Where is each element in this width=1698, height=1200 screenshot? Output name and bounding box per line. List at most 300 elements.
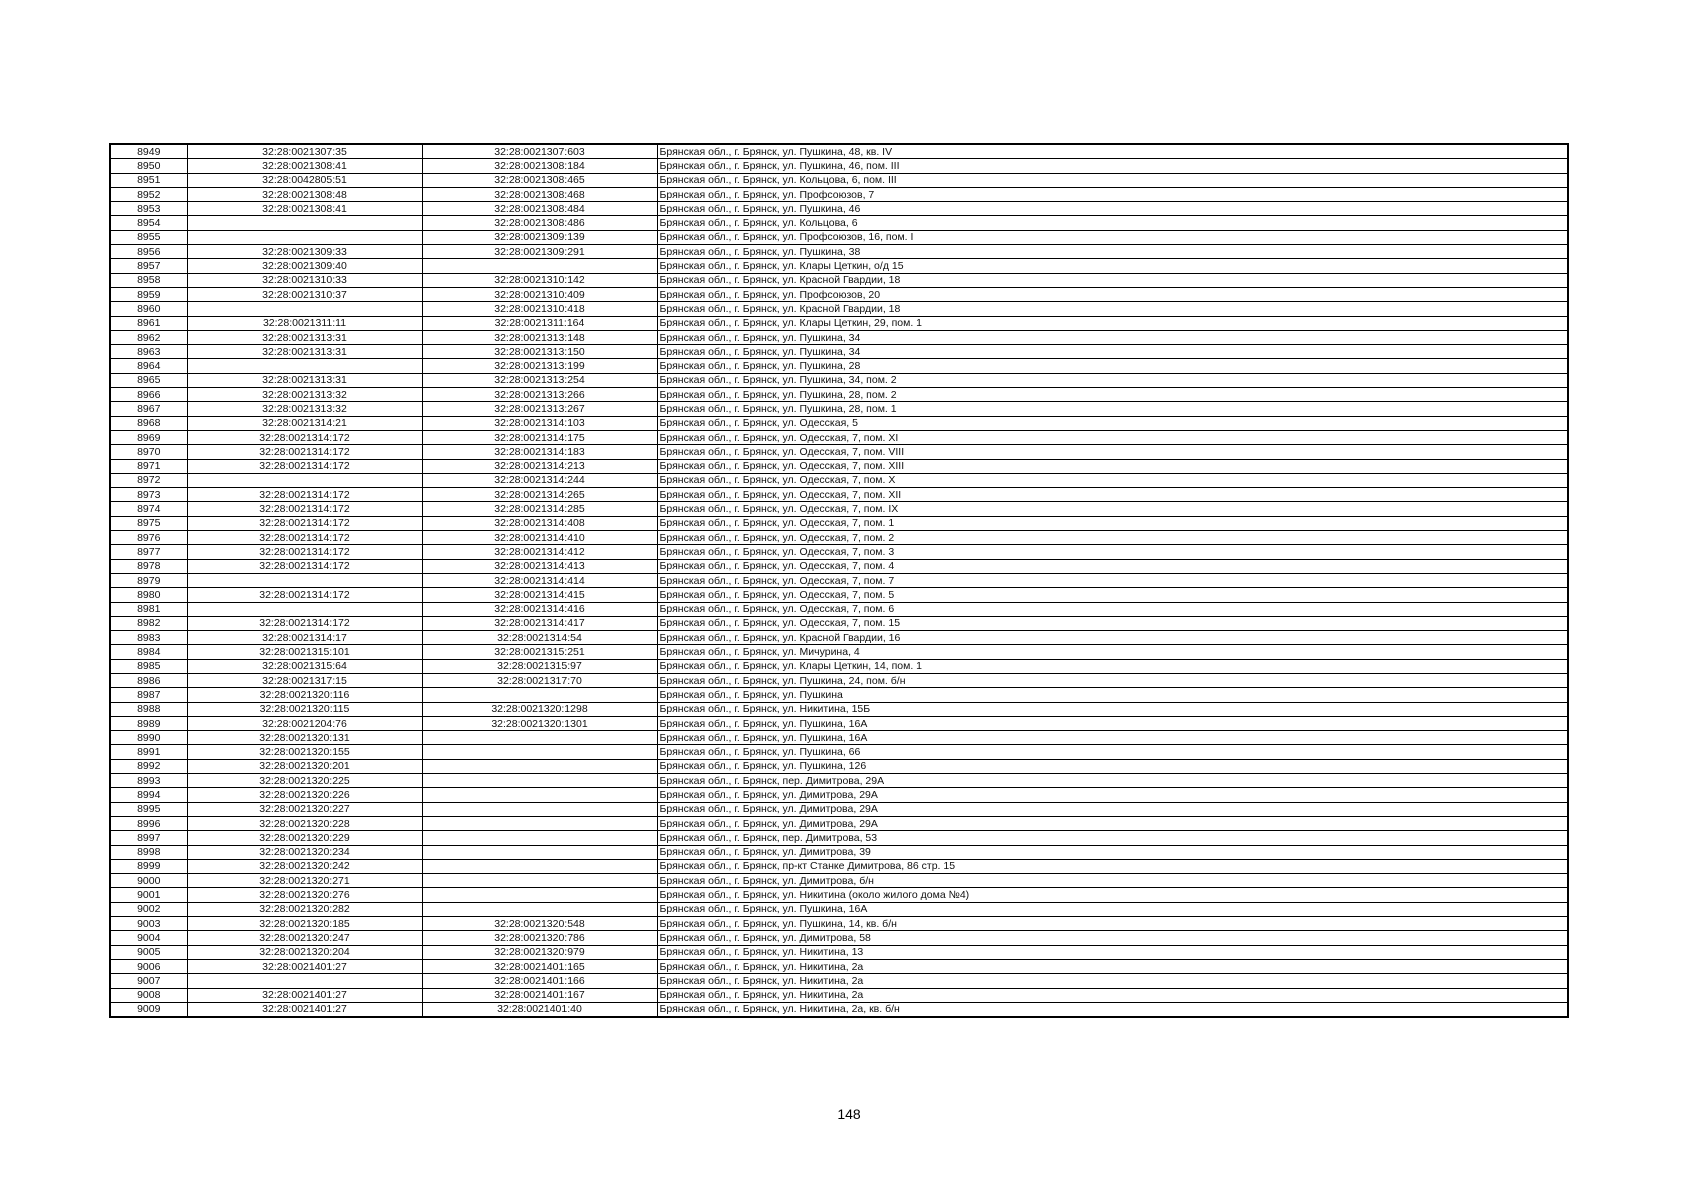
table-row <box>110 302 1568 316</box>
table-row <box>110 745 1568 759</box>
cell-address: Брянская обл., г. Брянск, ул. Пушкина, 46, пом. III <box>657 159 1568 173</box>
cell-address: Брянская обл., г. Брянск, ул. Пушкина, 16А <box>657 902 1568 916</box>
cell-row-number: 8973 <box>110 488 187 502</box>
cell-row-number: 8988 <box>110 702 187 716</box>
cell-object-cadastral-number: 32:28:0021310:409 <box>422 287 657 301</box>
cell-row-number: 8956 <box>110 245 187 259</box>
cell-parcel-cadastral-number: 32:28:0021320:226 <box>187 788 422 802</box>
table-row <box>110 373 1568 387</box>
cell-address: Брянская обл., г. Брянск, ул. Одесская, 7, пом. 7 <box>657 573 1568 587</box>
cell-object-cadastral-number <box>422 802 657 816</box>
cell-parcel-cadastral-number: 32:28:0021320:116 <box>187 688 422 702</box>
cell-parcel-cadastral-number: 32:28:0021314:172 <box>187 502 422 516</box>
table-row <box>110 874 1568 888</box>
cell-address: Брянская обл., г. Брянск, ул. Никитина, 13 <box>657 945 1568 959</box>
table-row <box>110 959 1568 973</box>
cell-object-cadastral-number: 32:28:0021314:416 <box>422 602 657 616</box>
cell-row-number: 8990 <box>110 731 187 745</box>
cell-object-cadastral-number: 32:28:0021314:413 <box>422 559 657 573</box>
cell-row-number: 8979 <box>110 573 187 587</box>
cell-address: Брянская обл., г. Брянск, ул. Профсоюзов, 7 <box>657 187 1568 201</box>
cell-parcel-cadastral-number: 32:28:0021314:172 <box>187 545 422 559</box>
cell-address: Брянская обл., г. Брянск, ул. Димитрова, 29А <box>657 816 1568 830</box>
table-row <box>110 488 1568 502</box>
cell-row-number: 9005 <box>110 945 187 959</box>
cell-object-cadastral-number <box>422 859 657 873</box>
cell-parcel-cadastral-number: 32:28:0021320:201 <box>187 759 422 773</box>
cell-address: Брянская обл., г. Брянск, пер. Димитрова, 53 <box>657 831 1568 845</box>
cell-address: Брянская обл., г. Брянск, ул. Одесская, 7, пом. 4 <box>657 559 1568 573</box>
cell-row-number: 8995 <box>110 802 187 816</box>
cell-parcel-cadastral-number: 32:28:0021314:172 <box>187 430 422 444</box>
cell-object-cadastral-number <box>422 759 657 773</box>
cell-address: Брянская обл., г. Брянск, ул. Пушкина, 28 <box>657 359 1568 373</box>
cell-parcel-cadastral-number <box>187 359 422 373</box>
cell-parcel-cadastral-number: 32:28:0021314:172 <box>187 445 422 459</box>
cell-parcel-cadastral-number: 32:28:0021320:234 <box>187 845 422 859</box>
cell-row-number: 8965 <box>110 373 187 387</box>
cell-parcel-cadastral-number: 32:28:0021320:115 <box>187 702 422 716</box>
cell-row-number: 8967 <box>110 402 187 416</box>
cell-address: Брянская обл., г. Брянск, ул. Одесская, 7, пом. 3 <box>657 545 1568 559</box>
cell-object-cadastral-number: 32:28:0021308:465 <box>422 173 657 187</box>
table-row <box>110 545 1568 559</box>
cell-object-cadastral-number: 32:28:0021320:548 <box>422 917 657 931</box>
cell-row-number: 8962 <box>110 330 187 344</box>
cell-row-number: 8997 <box>110 831 187 845</box>
table-row <box>110 516 1568 530</box>
cell-row-number: 9003 <box>110 917 187 931</box>
cell-object-cadastral-number: 32:28:0021315:97 <box>422 659 657 673</box>
table-row <box>110 430 1568 444</box>
cell-address: Брянская обл., г. Брянск, ул. Одесская, 7, пом. IX <box>657 502 1568 516</box>
cell-object-cadastral-number: 32:28:0021401:167 <box>422 988 657 1002</box>
cell-parcel-cadastral-number <box>187 974 422 988</box>
cell-parcel-cadastral-number <box>187 216 422 230</box>
table-row <box>110 845 1568 859</box>
cell-parcel-cadastral-number: 32:28:0021314:172 <box>187 516 422 530</box>
cell-row-number: 8958 <box>110 273 187 287</box>
cell-address: Брянская обл., г. Брянск, ул. Одесская, 7, пом. 15 <box>657 616 1568 630</box>
cell-address: Брянская обл., г. Брянск, ул. Пушкина, 46 <box>657 202 1568 216</box>
cell-parcel-cadastral-number: 32:28:0021320:282 <box>187 902 422 916</box>
table-row <box>110 788 1568 802</box>
cell-parcel-cadastral-number: 32:28:0021320:204 <box>187 945 422 959</box>
cell-parcel-cadastral-number: 32:28:0021320:242 <box>187 859 422 873</box>
cell-object-cadastral-number <box>422 688 657 702</box>
cell-object-cadastral-number <box>422 845 657 859</box>
cell-row-number: 8984 <box>110 645 187 659</box>
table-row <box>110 287 1568 301</box>
cell-row-number: 8972 <box>110 473 187 487</box>
cell-row-number: 8953 <box>110 202 187 216</box>
cell-parcel-cadastral-number <box>187 302 422 316</box>
cell-row-number: 8952 <box>110 187 187 201</box>
cell-row-number: 9009 <box>110 1002 187 1017</box>
cell-parcel-cadastral-number: 32:28:0021309:40 <box>187 259 422 273</box>
table-row <box>110 974 1568 988</box>
cell-object-cadastral-number: 32:28:0021313:267 <box>422 402 657 416</box>
cell-parcel-cadastral-number: 32:28:0021315:64 <box>187 659 422 673</box>
cell-address: Брянская обл., г. Брянск, ул. Пушкина, 34 <box>657 345 1568 359</box>
cell-address: Брянская обл., г. Брянск, ул. Одесская, 7, пом. XII <box>657 488 1568 502</box>
cell-row-number: 8976 <box>110 531 187 545</box>
table-row <box>110 416 1568 430</box>
registry-table-body <box>110 144 1568 1017</box>
cell-row-number: 8971 <box>110 459 187 473</box>
table-row <box>110 144 1568 159</box>
cell-parcel-cadastral-number <box>187 473 422 487</box>
cell-parcel-cadastral-number: 32:28:0021320:228 <box>187 816 422 830</box>
cell-row-number: 8961 <box>110 316 187 330</box>
cell-object-cadastral-number: 32:28:0021313:254 <box>422 373 657 387</box>
cell-address: Брянская обл., г. Брянск, ул. Пушкина, 66 <box>657 745 1568 759</box>
cell-parcel-cadastral-number: 32:28:0021314:172 <box>187 559 422 573</box>
cell-parcel-cadastral-number: 32:28:0042805:51 <box>187 173 422 187</box>
cell-address: Брянская обл., г. Брянск, ул. Одесская, 5 <box>657 416 1568 430</box>
cell-object-cadastral-number <box>422 259 657 273</box>
table-row <box>110 402 1568 416</box>
cell-object-cadastral-number: 32:28:0021308:484 <box>422 202 657 216</box>
cell-parcel-cadastral-number: 32:28:0021314:172 <box>187 531 422 545</box>
cell-parcel-cadastral-number: 32:28:0021320:185 <box>187 917 422 931</box>
cell-parcel-cadastral-number <box>187 602 422 616</box>
cell-row-number: 8963 <box>110 345 187 359</box>
cell-row-number: 8975 <box>110 516 187 530</box>
table-row <box>110 888 1568 902</box>
cell-object-cadastral-number: 32:28:0021310:142 <box>422 273 657 287</box>
cell-object-cadastral-number <box>422 745 657 759</box>
cell-parcel-cadastral-number: 32:28:0021320:229 <box>187 831 422 845</box>
cell-address: Брянская обл., г. Брянск, ул. Пушкина, 34 <box>657 330 1568 344</box>
cell-object-cadastral-number: 32:28:0021401:40 <box>422 1002 657 1017</box>
cell-object-cadastral-number <box>422 831 657 845</box>
cell-object-cadastral-number: 32:28:0021314:285 <box>422 502 657 516</box>
cell-address: Брянская обл., г. Брянск, ул. Никитина, 2а <box>657 959 1568 973</box>
cell-row-number: 8968 <box>110 416 187 430</box>
cell-row-number: 8957 <box>110 259 187 273</box>
cell-object-cadastral-number: 32:28:0021314:265 <box>422 488 657 502</box>
cell-object-cadastral-number: 32:28:0021314:408 <box>422 516 657 530</box>
cell-row-number: 8980 <box>110 588 187 602</box>
cell-parcel-cadastral-number: 32:28:0021314:172 <box>187 459 422 473</box>
cell-address: Брянская обл., г. Брянск, ул. Клары Цеткин, 14, пом. 1 <box>657 659 1568 673</box>
cell-parcel-cadastral-number: 32:28:0021401:27 <box>187 1002 422 1017</box>
cell-parcel-cadastral-number: 32:28:0021320:247 <box>187 931 422 945</box>
cell-row-number: 8982 <box>110 616 187 630</box>
cell-address: Брянская обл., г. Брянск, ул. Одесская, 7, пом. VIII <box>657 445 1568 459</box>
cell-row-number: 9001 <box>110 888 187 902</box>
cell-row-number: 8983 <box>110 631 187 645</box>
cell-parcel-cadastral-number <box>187 230 422 244</box>
cell-row-number: 8960 <box>110 302 187 316</box>
cell-row-number: 8994 <box>110 788 187 802</box>
cell-object-cadastral-number: 32:28:0021314:183 <box>422 445 657 459</box>
cell-object-cadastral-number: 32:28:0021401:165 <box>422 959 657 973</box>
cell-row-number: 8998 <box>110 845 187 859</box>
cell-object-cadastral-number: 32:28:0021313:266 <box>422 388 657 402</box>
cell-parcel-cadastral-number: 32:28:0021313:31 <box>187 373 422 387</box>
cell-row-number: 8950 <box>110 159 187 173</box>
table-row <box>110 588 1568 602</box>
cell-row-number: 8981 <box>110 602 187 616</box>
cell-row-number: 8991 <box>110 745 187 759</box>
table-row <box>110 859 1568 873</box>
cell-object-cadastral-number: 32:28:0021314:414 <box>422 573 657 587</box>
cell-address: Брянская обл., г. Брянск, пр-кт Станке Димитрова, 86 стр. 15 <box>657 859 1568 873</box>
cell-object-cadastral-number <box>422 902 657 916</box>
cell-row-number: 8992 <box>110 759 187 773</box>
cell-row-number: 8989 <box>110 716 187 730</box>
cell-object-cadastral-number: 32:28:0021308:468 <box>422 187 657 201</box>
cell-parcel-cadastral-number: 32:28:0021314:17 <box>187 631 422 645</box>
cell-object-cadastral-number: 32:28:0021320:786 <box>422 931 657 945</box>
table-row <box>110 445 1568 459</box>
cell-parcel-cadastral-number: 32:28:0021310:37 <box>187 287 422 301</box>
cell-parcel-cadastral-number: 32:28:0021204:76 <box>187 716 422 730</box>
cell-parcel-cadastral-number: 32:28:0021313:32 <box>187 402 422 416</box>
cell-address: Брянская обл., г. Брянск, ул. Пушкина, 14, кв. б/н <box>657 917 1568 931</box>
cell-row-number: 8964 <box>110 359 187 373</box>
cell-address: Брянская обл., г. Брянск, ул. Никитина, 2а <box>657 974 1568 988</box>
cell-parcel-cadastral-number: 32:28:0021314:172 <box>187 616 422 630</box>
cell-row-number: 9006 <box>110 959 187 973</box>
cell-object-cadastral-number: 32:28:0021320:1301 <box>422 716 657 730</box>
cell-address: Брянская обл., г. Брянск, ул. Одесская, 7, пом. X <box>657 473 1568 487</box>
cell-address: Брянская обл., г. Брянск, ул. Пушкина, 16А <box>657 716 1568 730</box>
table-row <box>110 917 1568 931</box>
cell-parcel-cadastral-number: 32:28:0021313:32 <box>187 388 422 402</box>
table-row <box>110 245 1568 259</box>
cell-row-number: 9007 <box>110 974 187 988</box>
cell-parcel-cadastral-number: 32:28:0021314:172 <box>187 488 422 502</box>
cell-address: Брянская обл., г. Брянск, ул. Одесская, 7, пом. 2 <box>657 531 1568 545</box>
cell-parcel-cadastral-number <box>187 573 422 587</box>
table-row <box>110 702 1568 716</box>
cell-address: Брянская обл., г. Брянск, ул. Димитрова, 29А <box>657 802 1568 816</box>
cell-address: Брянская обл., г. Брянск, ул. Одесская, 7, пом. 1 <box>657 516 1568 530</box>
table-row <box>110 802 1568 816</box>
cell-object-cadastral-number: 32:28:0021314:410 <box>422 531 657 545</box>
cell-row-number: 8993 <box>110 774 187 788</box>
cell-object-cadastral-number: 32:28:0021317:70 <box>422 673 657 687</box>
page-number: 148 <box>837 1106 861 1122</box>
table-row <box>110 673 1568 687</box>
cell-address: Брянская обл., г. Брянск, ул. Красной Гвардии, 16 <box>657 631 1568 645</box>
registry-table <box>109 143 1569 1018</box>
cell-row-number: 8954 <box>110 216 187 230</box>
table-row <box>110 559 1568 573</box>
cell-object-cadastral-number: 32:28:0021314:415 <box>422 588 657 602</box>
table-row <box>110 659 1568 673</box>
cell-address: Брянская обл., г. Брянск, ул. Никитина, 2а <box>657 988 1568 1002</box>
cell-address: Брянская обл., г. Брянск, ул. Клары Цеткин, о/д 15 <box>657 259 1568 273</box>
cell-address: Брянская обл., г. Брянск, ул. Пушкина <box>657 688 1568 702</box>
table-row <box>110 688 1568 702</box>
cell-object-cadastral-number <box>422 774 657 788</box>
cell-object-cadastral-number: 32:28:0021309:291 <box>422 245 657 259</box>
table-row <box>110 616 1568 630</box>
table-row <box>110 945 1568 959</box>
cell-address: Брянская обл., г. Брянск, ул. Одесская, 7, пом. XI <box>657 430 1568 444</box>
cell-row-number: 8985 <box>110 659 187 673</box>
cell-parcel-cadastral-number: 32:28:0021310:33 <box>187 273 422 287</box>
cell-address: Брянская обл., г. Брянск, ул. Никитина (около жилого дома №4) <box>657 888 1568 902</box>
cell-address: Брянская обл., г. Брянск, ул. Димитрова, б/н <box>657 874 1568 888</box>
cell-row-number: 8949 <box>110 144 187 159</box>
cell-object-cadastral-number <box>422 816 657 830</box>
cell-address: Брянская обл., г. Брянск, ул. Димитрова, 39 <box>657 845 1568 859</box>
cell-address: Брянская обл., г. Брянск, ул. Пушкина, 38 <box>657 245 1568 259</box>
cell-row-number: 9004 <box>110 931 187 945</box>
cell-address: Брянская обл., г. Брянск, ул. Мичурина, 4 <box>657 645 1568 659</box>
cell-object-cadastral-number: 32:28:0021311:164 <box>422 316 657 330</box>
cell-parcel-cadastral-number: 32:28:0021317:15 <box>187 673 422 687</box>
cell-address: Брянская обл., г. Брянск, ул. Пушкина, 48, кв. IV <box>657 144 1568 159</box>
cell-parcel-cadastral-number: 32:28:0021314:172 <box>187 588 422 602</box>
cell-address: Брянская обл., г. Брянск, ул. Одесская, 7, пом. XIII <box>657 459 1568 473</box>
table-row <box>110 573 1568 587</box>
cell-parcel-cadastral-number: 32:28:0021401:27 <box>187 988 422 1002</box>
cell-object-cadastral-number <box>422 874 657 888</box>
cell-address: Брянская обл., г. Брянск, ул. Кольцова, 6 <box>657 216 1568 230</box>
cell-parcel-cadastral-number: 32:28:0021320:131 <box>187 731 422 745</box>
cell-address: Брянская обл., г. Брянск, ул. Димитрова, 58 <box>657 931 1568 945</box>
cell-row-number: 8959 <box>110 287 187 301</box>
table-row <box>110 259 1568 273</box>
cell-row-number: 9008 <box>110 988 187 1002</box>
cell-object-cadastral-number: 32:28:0021314:54 <box>422 631 657 645</box>
cell-address: Брянская обл., г. Брянск, ул. Кольцова, 6, пом. III <box>657 173 1568 187</box>
table-row <box>110 931 1568 945</box>
table-row <box>110 459 1568 473</box>
cell-parcel-cadastral-number: 32:28:0021320:155 <box>187 745 422 759</box>
cell-object-cadastral-number: 32:28:0021310:418 <box>422 302 657 316</box>
cell-parcel-cadastral-number: 32:28:0021308:41 <box>187 159 422 173</box>
cell-object-cadastral-number: 32:28:0021313:148 <box>422 330 657 344</box>
table-row <box>110 473 1568 487</box>
cell-row-number: 8966 <box>110 388 187 402</box>
cell-parcel-cadastral-number: 32:28:0021308:48 <box>187 187 422 201</box>
cell-object-cadastral-number: 32:28:0021308:184 <box>422 159 657 173</box>
cell-parcel-cadastral-number: 32:28:0021320:225 <box>187 774 422 788</box>
cell-row-number: 9002 <box>110 902 187 916</box>
table-row <box>110 602 1568 616</box>
cell-object-cadastral-number: 32:28:0021309:139 <box>422 230 657 244</box>
cell-parcel-cadastral-number: 32:28:0021313:31 <box>187 330 422 344</box>
cell-address: Брянская обл., г. Брянск, ул. Никитина, 2а, кв. б/н <box>657 1002 1568 1017</box>
table-row <box>110 716 1568 730</box>
cell-object-cadastral-number <box>422 888 657 902</box>
cell-object-cadastral-number: 32:28:0021314:417 <box>422 616 657 630</box>
cell-address: Брянская обл., г. Брянск, ул. Профсоюзов, 16, пом. I <box>657 230 1568 244</box>
table-row <box>110 1002 1568 1017</box>
cell-parcel-cadastral-number: 32:28:0021311:11 <box>187 316 422 330</box>
table-row <box>110 187 1568 201</box>
cell-object-cadastral-number: 32:28:0021314:213 <box>422 459 657 473</box>
cell-row-number: 9000 <box>110 874 187 888</box>
cell-address: Брянская обл., г. Брянск, пер. Димитрова, 29А <box>657 774 1568 788</box>
cell-address: Брянская обл., г. Брянск, ул. Красной Гвардии, 18 <box>657 273 1568 287</box>
table-row <box>110 645 1568 659</box>
table-row <box>110 502 1568 516</box>
cell-object-cadastral-number <box>422 788 657 802</box>
cell-address: Брянская обл., г. Брянск, ул. Одесская, 7, пом. 5 <box>657 588 1568 602</box>
table-row <box>110 330 1568 344</box>
cell-object-cadastral-number: 32:28:0021307:603 <box>422 144 657 159</box>
table-row <box>110 902 1568 916</box>
table-row <box>110 359 1568 373</box>
cell-object-cadastral-number: 32:28:0021314:412 <box>422 545 657 559</box>
cell-object-cadastral-number <box>422 731 657 745</box>
cell-parcel-cadastral-number: 32:28:0021401:27 <box>187 959 422 973</box>
cell-row-number: 8974 <box>110 502 187 516</box>
cell-address: Брянская обл., г. Брянск, ул. Пушкина, 126 <box>657 759 1568 773</box>
cell-row-number: 8978 <box>110 559 187 573</box>
table-row <box>110 531 1568 545</box>
cell-object-cadastral-number: 32:28:0021401:166 <box>422 974 657 988</box>
cell-address: Брянская обл., г. Брянск, ул. Одесская, 7, пом. 6 <box>657 602 1568 616</box>
table-row <box>110 216 1568 230</box>
cell-row-number: 8986 <box>110 673 187 687</box>
cell-object-cadastral-number: 32:28:0021314:103 <box>422 416 657 430</box>
cell-address: Брянская обл., г. Брянск, ул. Пушкина, 24, пом. б/н <box>657 673 1568 687</box>
cell-object-cadastral-number: 32:28:0021314:244 <box>422 473 657 487</box>
table-row <box>110 759 1568 773</box>
cell-parcel-cadastral-number: 32:28:0021307:35 <box>187 144 422 159</box>
table-row <box>110 631 1568 645</box>
table-row <box>110 816 1568 830</box>
table-row <box>110 316 1568 330</box>
cell-object-cadastral-number: 32:28:0021314:175 <box>422 430 657 444</box>
cell-row-number: 8970 <box>110 445 187 459</box>
cell-address: Брянская обл., г. Брянск, ул. Пушкина, 28, пом. 2 <box>657 388 1568 402</box>
cell-address: Брянская обл., г. Брянск, ул. Клары Цеткин, 29, пом. 1 <box>657 316 1568 330</box>
cell-parcel-cadastral-number: 32:28:0021314:21 <box>187 416 422 430</box>
cell-row-number: 8951 <box>110 173 187 187</box>
cell-parcel-cadastral-number: 32:28:0021320:227 <box>187 802 422 816</box>
table-row <box>110 731 1568 745</box>
cell-row-number: 8955 <box>110 230 187 244</box>
cell-row-number: 8987 <box>110 688 187 702</box>
cell-row-number: 8977 <box>110 545 187 559</box>
cell-row-number: 8999 <box>110 859 187 873</box>
cell-address: Брянская обл., г. Брянск, ул. Красной Гвардии, 18 <box>657 302 1568 316</box>
table-row <box>110 345 1568 359</box>
table-row <box>110 988 1568 1002</box>
cell-parcel-cadastral-number: 32:28:0021308:41 <box>187 202 422 216</box>
cell-row-number: 8969 <box>110 430 187 444</box>
cell-address: Брянская обл., г. Брянск, ул. Никитина, 15Б <box>657 702 1568 716</box>
table-row <box>110 774 1568 788</box>
cell-parcel-cadastral-number: 32:28:0021320:276 <box>187 888 422 902</box>
cell-address: Брянская обл., г. Брянск, ул. Димитрова, 29А <box>657 788 1568 802</box>
cell-object-cadastral-number: 32:28:0021320:1298 <box>422 702 657 716</box>
cell-parcel-cadastral-number: 32:28:0021309:33 <box>187 245 422 259</box>
cell-object-cadastral-number: 32:28:0021308:486 <box>422 216 657 230</box>
table-row <box>110 202 1568 216</box>
table-row <box>110 230 1568 244</box>
cell-parcel-cadastral-number: 32:28:0021313:31 <box>187 345 422 359</box>
cell-object-cadastral-number: 32:28:0021313:150 <box>422 345 657 359</box>
table-row <box>110 388 1568 402</box>
cell-row-number: 8996 <box>110 816 187 830</box>
cell-address: Брянская обл., г. Брянск, ул. Пушкина, 34, пом. 2 <box>657 373 1568 387</box>
cell-parcel-cadastral-number: 32:28:0021320:271 <box>187 874 422 888</box>
cell-object-cadastral-number: 32:28:0021313:199 <box>422 359 657 373</box>
table-row <box>110 173 1568 187</box>
table-row <box>110 831 1568 845</box>
